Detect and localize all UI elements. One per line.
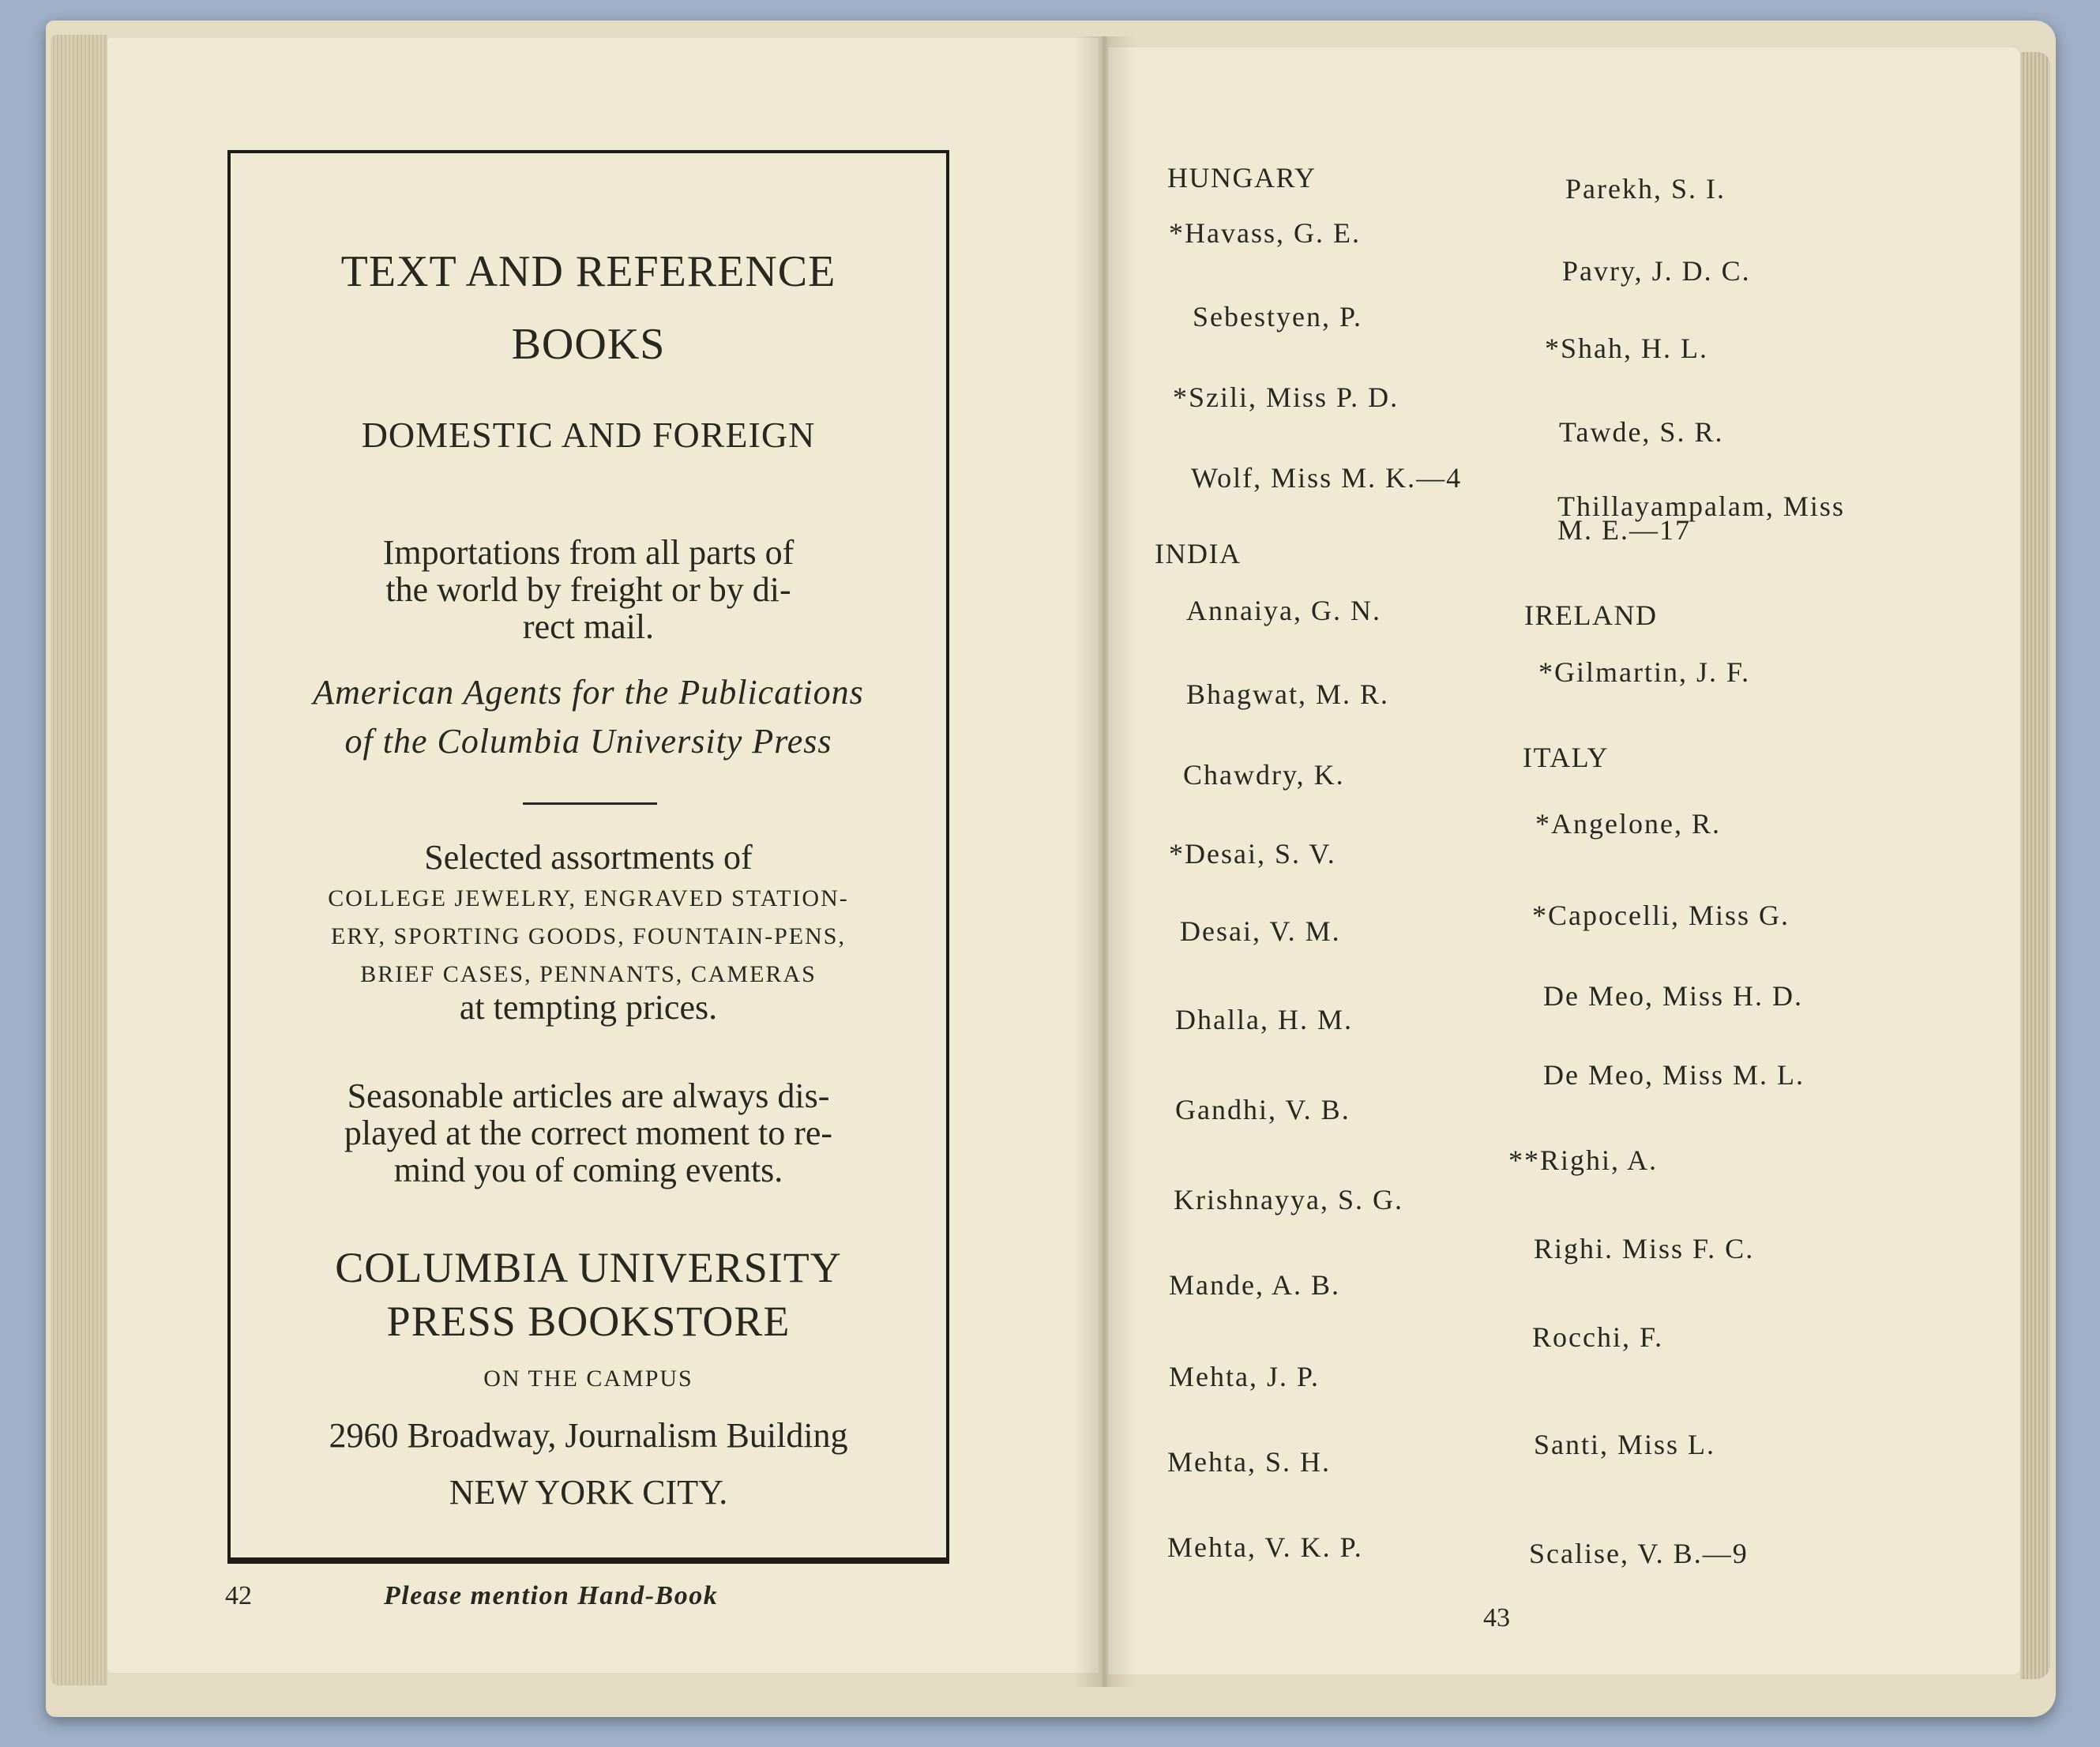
- ad-seasonable-3: mind you of coming events.: [393, 1151, 783, 1189]
- heading-italy: ITALY: [1523, 742, 1609, 773]
- list-item: Chawdry, K.: [1183, 759, 1345, 791]
- ad-seasonable-1: Seasonable articles are always dis-: [347, 1076, 830, 1115]
- ad-importations-2: the world by freight or by di-: [385, 570, 791, 609]
- list-item: Parekh, S. I.: [1565, 173, 1726, 205]
- heading-ireland: IRELAND: [1524, 599, 1658, 631]
- list-item: De Meo, Miss M. L.: [1543, 1059, 1805, 1091]
- ad-agents-1: American Agents for the Publications: [313, 673, 864, 712]
- ad-bottom-rule: [227, 1561, 949, 1564]
- ad-subtitle: DOMESTIC AND FOREIGN: [361, 415, 816, 455]
- ad-agents-2: of the Columbia University Press: [344, 722, 832, 761]
- list-item: *Angelone, R.: [1535, 808, 1721, 840]
- ad-store-line1: COLUMBIA UNIVERSITY: [335, 1244, 842, 1291]
- list-item-line: Thillayampalam, Miss: [1557, 490, 1845, 522]
- list-item: *Gilmartin, J. F.: [1538, 656, 1751, 688]
- list-item: Sebestyen, P.: [1193, 301, 1362, 332]
- page-footer: Please mention Hand-Book: [384, 1581, 719, 1610]
- list-item: De Meo, Miss H. D.: [1543, 980, 1803, 1012]
- ad-address: 2960 Broadway, Journalism Building: [329, 1416, 848, 1455]
- bookstore-advertisement: [227, 150, 949, 1561]
- list-item: Mande, A. B.: [1169, 1269, 1340, 1301]
- list-item: Bhagwat, M. R.: [1186, 678, 1389, 710]
- ad-city: NEW YORK CITY.: [449, 1473, 728, 1512]
- list-item: *Havass, G. E.: [1169, 217, 1361, 249]
- list-item: [1557, 490, 1845, 546]
- ad-seasonable-2: played at the correct moment to re-: [344, 1114, 833, 1152]
- list-item: Scalise, V. B.—9: [1529, 1538, 1749, 1569]
- page-edges-right: [2020, 52, 2050, 1679]
- ad-assortments-3: BRIEF CASES, PENNANTS, CAMERAS: [360, 961, 817, 987]
- page-edges-left: [51, 35, 107, 1685]
- list-item: Mehta, J. P.: [1169, 1361, 1320, 1392]
- ad-title-line1: TEXT AND REFERENCE: [340, 247, 836, 296]
- ad-campus: ON THE CAMPUS: [483, 1366, 693, 1392]
- list-item: Krishnayya, S. G.: [1174, 1184, 1403, 1215]
- list-item: Pavry, J. D. C.: [1562, 255, 1751, 287]
- page-number-right: 43: [1483, 1603, 1510, 1632]
- list-item: *Szili, Miss P. D.: [1173, 381, 1399, 413]
- list-item: Mehta, S. H.: [1167, 1446, 1331, 1478]
- list-item: Rocchi, F.: [1532, 1321, 1664, 1353]
- heading-india: INDIA: [1155, 538, 1242, 569]
- list-item: *Desai, S. V.: [1169, 838, 1336, 870]
- list-item: Desai, V. M.: [1180, 915, 1341, 947]
- list-item: Gandhi, V. B.: [1175, 1094, 1351, 1125]
- list-item-line: M. E.—17: [1557, 514, 1691, 546]
- ad-importations-1: Importations from all parts of: [382, 533, 795, 572]
- list-item: Tawde, S. R.: [1559, 416, 1724, 448]
- ad-divider: [523, 802, 657, 805]
- list-item: **Righi, A.: [1508, 1144, 1659, 1176]
- heading-hungary: HUNGARY: [1167, 162, 1317, 193]
- ad-assortments-2: ERY, SPORTING GOODS, FOUNTAIN-PENS,: [331, 923, 846, 949]
- list-item: Mehta, V. K. P.: [1167, 1531, 1363, 1563]
- list-item: Santi, Miss L.: [1534, 1429, 1716, 1460]
- ad-assortments-end: at tempting prices.: [459, 988, 718, 1027]
- ad-assortments-1: COLLEGE JEWELRY, ENGRAVED STATION-: [328, 885, 849, 911]
- list-item: Wolf, Miss M. K.—4: [1191, 462, 1463, 494]
- ad-importations-3: rect mail.: [522, 607, 655, 646]
- list-item: *Capocelli, Miss G.: [1532, 900, 1790, 931]
- book-gutter: [1073, 36, 1136, 1687]
- list-item: Righi. Miss F. C.: [1534, 1233, 1755, 1264]
- ad-assortments-intro: Selected assortments of: [424, 838, 753, 877]
- ad-store-line2: PRESS BOOKSTORE: [386, 1298, 791, 1345]
- list-item: Annaiya, G. N.: [1186, 595, 1381, 626]
- ad-title-line2: BOOKS: [511, 320, 666, 369]
- list-item: Dhalla, H. M.: [1175, 1004, 1353, 1035]
- page-number-left: 42: [225, 1581, 252, 1610]
- list-item: *Shah, H. L.: [1545, 332, 1708, 364]
